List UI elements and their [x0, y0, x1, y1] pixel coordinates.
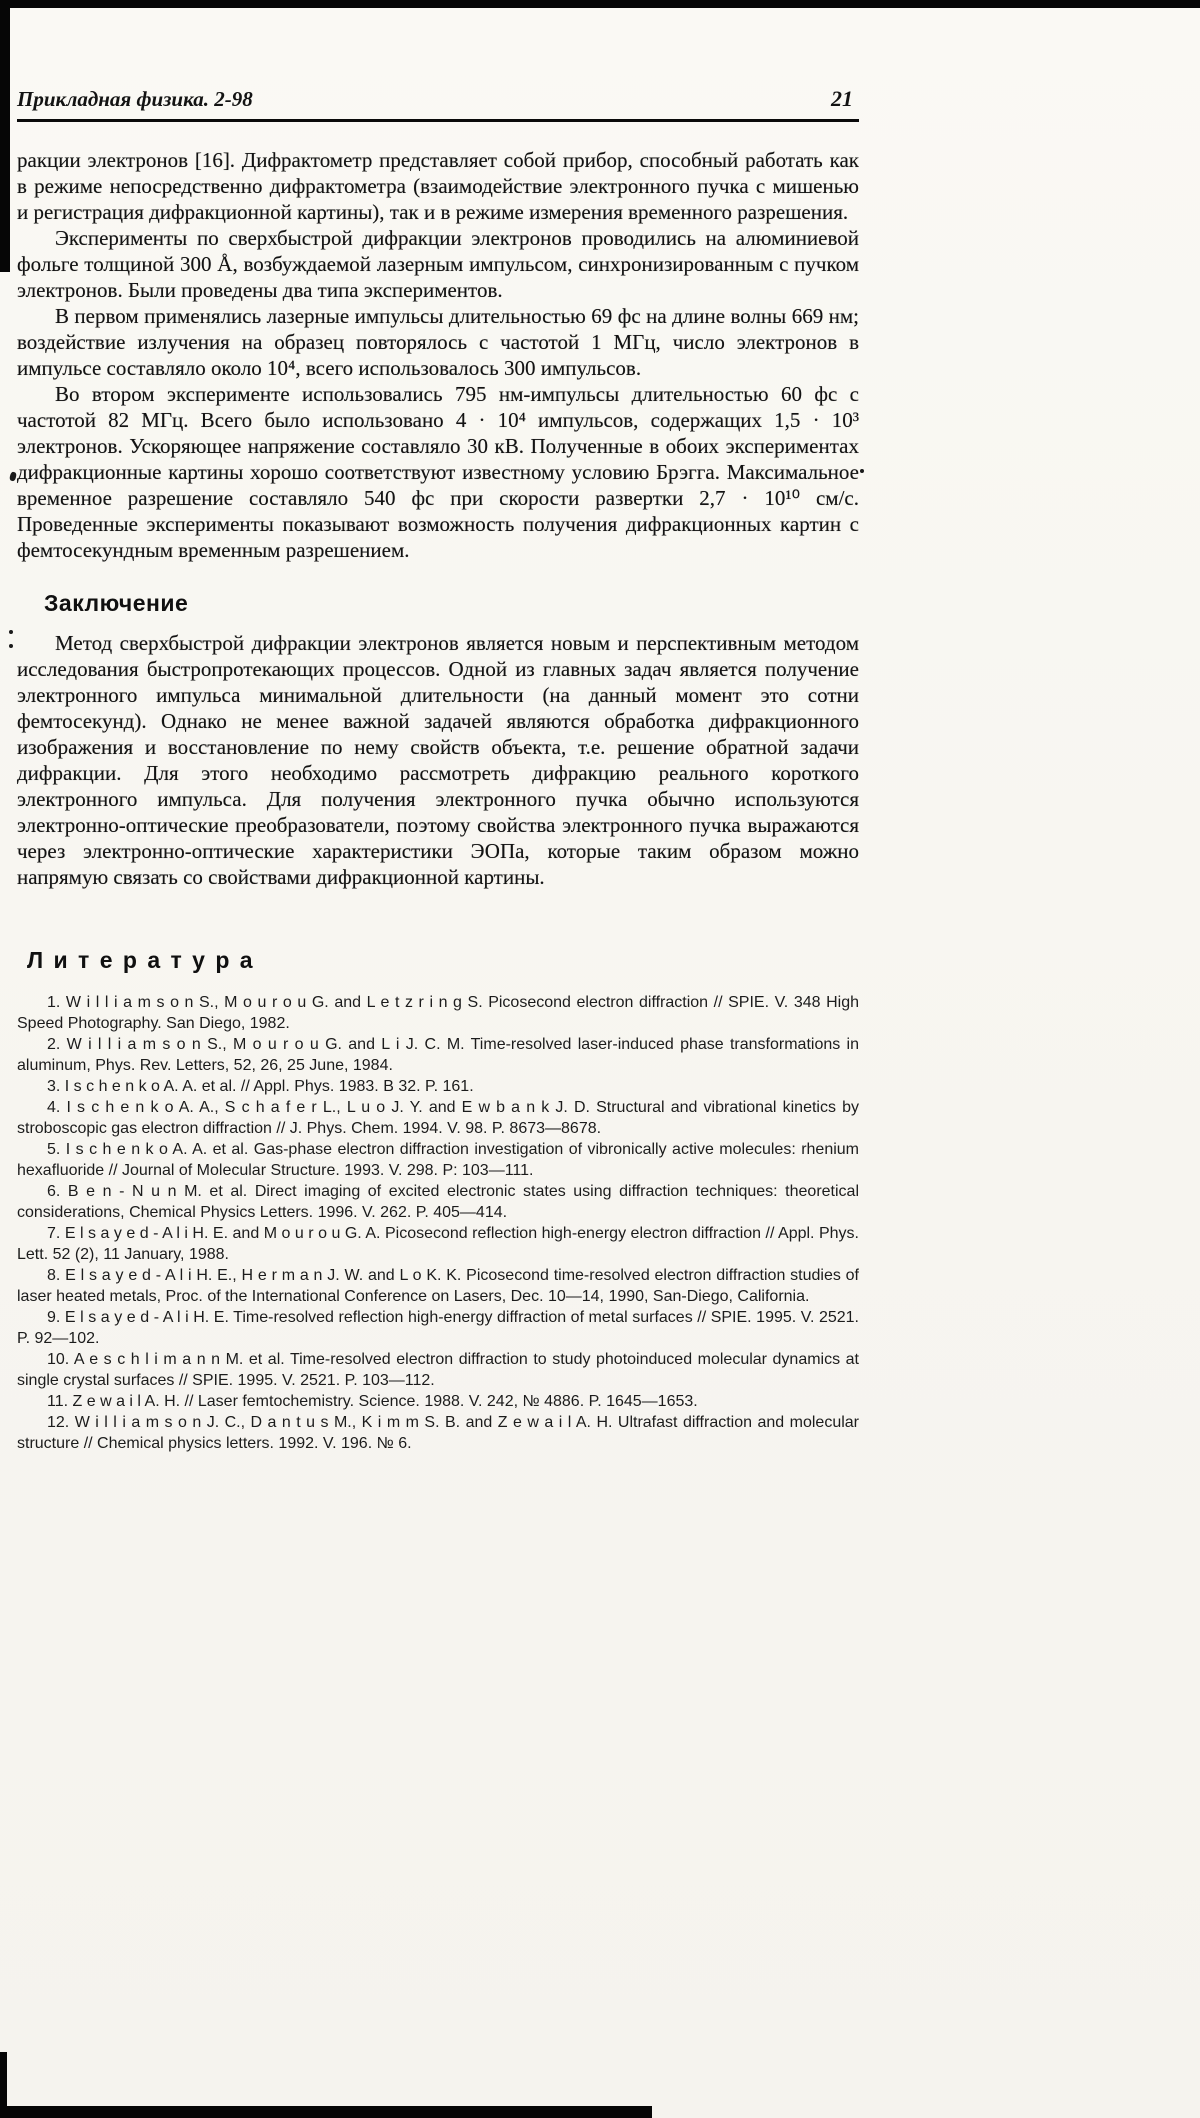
scan-artifact-bottom-bar	[0, 2106, 652, 2118]
reference-item: 10. A e s c h l i m a n n M. et al. Time-resolved electron diffraction to study photoinduced molecular dynamics at single crystal surfaces // SPIE. 1995. V. 2521. P. 103—112.	[17, 1351, 859, 1389]
page-content	[17, 86, 859, 1454]
references-list	[17, 992, 859, 1454]
reference-item: 12. W i l l i a m s o n J. C., D a n t u s M., K i m m S. B. and Z e w a i l A. H. Ultrafast diffraction and molecular structure // Chemical physics letters. 1992. V. 196. № 6.	[17, 1414, 859, 1452]
reference-item: 9. E l s a y e d - A l i H. E. Time-resolved reflection high-energy diffraction of metal surfaces // SPIE. 1995. V. 2521. P. 92—102.	[17, 1309, 859, 1347]
page-number: 21	[831, 86, 853, 111]
reference-item: 6. B e n - N u n M. et al. Direct imaging of excited electronic states using diffraction techniques: theoretical considerations, Chemical Physics Letters. 1996. V. 262. P. 405—414.	[17, 1183, 859, 1221]
reference-item: 5. I s c h e n k o A. A. et al. Gas-phase electron diffraction investigation of vibronically active molecules: rhenium hexafluoride // Journal of Molecular Structure. 1993. V. 298. P: 103—111.	[17, 1141, 859, 1179]
header-rule	[17, 119, 859, 122]
reference-item: 1. W i l l i a m s o n S., M o u r o u G. and L e t z r i n g S. Picosecond electron diffraction // SPIE. V. 348 High Speed Photography. San Diego, 1982.	[17, 994, 859, 1032]
reference-item: 8. E l s a y e d - A l i H. E., H e r m a n J. W. and L o K. K. Picosecond time-resolved electron diffraction studies of laser heated metals, Proc. of the International Conference on Lasers, Dec. 10—14, 1990, San-Diego, California.	[17, 1267, 859, 1305]
scan-speck	[9, 630, 13, 634]
reference-item: 11. Z e w a i l A. H. // Laser femtochemistry. Science. 1988. V. 242, № 4886. P. 1645—1653.	[47, 1393, 698, 1410]
scan-speck	[9, 644, 13, 648]
literature-heading: Л и т е р а т у р а	[27, 947, 255, 973]
paragraph: Эксперименты по сверхбыстрой дифракции электронов проводились на алюминиевой фольге толщиной 300 Å, возбуждаемой лазерным импульсом, синхронизированным с пучком электронов. Были проведены два типа экспериментов.	[17, 226, 859, 302]
paragraph: Во втором эксперименте использовались 795 нм-импульсы длительностью 60 фс с частотой 82 МГц. Всего было использовано 4 · 10⁴ импульсов, содержащих 1,5 · 10³ электронов. Ускоряющее напряжение составляло 30 кВ. Полученные в обоих экспериментах дифракционные картины хорошо соответствуют известному условию Брэгга. Максимальное временное разрешение составляло 540 фс при скорости развертки 2,7 · 10¹⁰ см/с. Проведенные эксперименты показывают возможность получения дифракционных картин с фемтосекундным временным разрешением.	[17, 382, 859, 562]
conclusion-heading: Заключение	[44, 590, 189, 616]
scan-artifact-left-bottom-bar	[0, 2052, 7, 2118]
scan-artifact-left-top-bar	[0, 0, 10, 272]
scan-speck	[860, 469, 864, 473]
scan-speck	[9, 471, 17, 481]
reference-item: 2. W i l l i a m s o n S., M o u r o u G. and L i J. C. M. Time-resolved laser-induced phase transformations in aluminum, Phys. Rev. Letters, 52, 26, 25 June, 1984.	[17, 1036, 859, 1074]
journal-title: Прикладная физика. 2-98	[17, 87, 253, 111]
reference-item: 3. I s c h e n k o A. A. et al. // Appl. Phys. 1983. B 32. P. 161.	[47, 1078, 474, 1095]
page-header	[17, 86, 859, 112]
conclusion-paragraph: Метод сверхбыстрой дифракции электронов является новым и перспективным методом исследования быстропротекающих процессов. Одной из главных задач является получение электронного импульса минимальной длительности (на данный момент это сотни фемтосекунд). Однако не менее важной задачей являются обработка дифракционного изображения и восстановление по нему свойств объекта, т.е. решение обратной задачи дифракции. Для этого необходимо рассмотреть дифракцию реального короткого электронного импульса. Для получения электронного пучка обычно используются электронно-оптические преобразователи, поэтому свойства электронного пучка выражаются через электронно-оптические характеристики ЭОПа, которые таким образом можно напрямую связать со свойствами дифракционной картины.	[17, 631, 859, 889]
article-body	[17, 147, 859, 1454]
reference-item: 7. E l s a y e d - A l i H. E. and M o u r o u G. A. Picosecond reflection high-energy electron diffraction // Appl. Phys. Lett. 52 (2), 11 January, 1988.	[17, 1225, 859, 1263]
paragraph: В первом применялись лазерные импульсы длительностью 69 фс на длине волны 669 нм; воздействие излучения на образец повторялось с частотой 1 МГц, число электронов в импульсе составляло около 10⁴, всего использовалось 300 импульсов.	[17, 304, 859, 380]
reference-item: 4. I s c h e n k o A. A., S c h a f e r L., L u o J. Y. and E w b a n k J. D. Structural and vibrational kinetics by stroboscopic gas electron diffraction // J. Phys. Chem. 1994. V. 98. P. 8673—8678.	[17, 1099, 859, 1137]
paragraph-continuation: ракции электронов [16]. Дифрактометр представляет собой прибор, способный работать как в режиме непосредственно дифрактометра (взаимодействие электронного пучка с мишенью и регистрация дифракционной картины), так и в режиме измерения временного разрешения.	[17, 148, 859, 224]
scan-artifact-top-bar	[0, 0, 1200, 8]
